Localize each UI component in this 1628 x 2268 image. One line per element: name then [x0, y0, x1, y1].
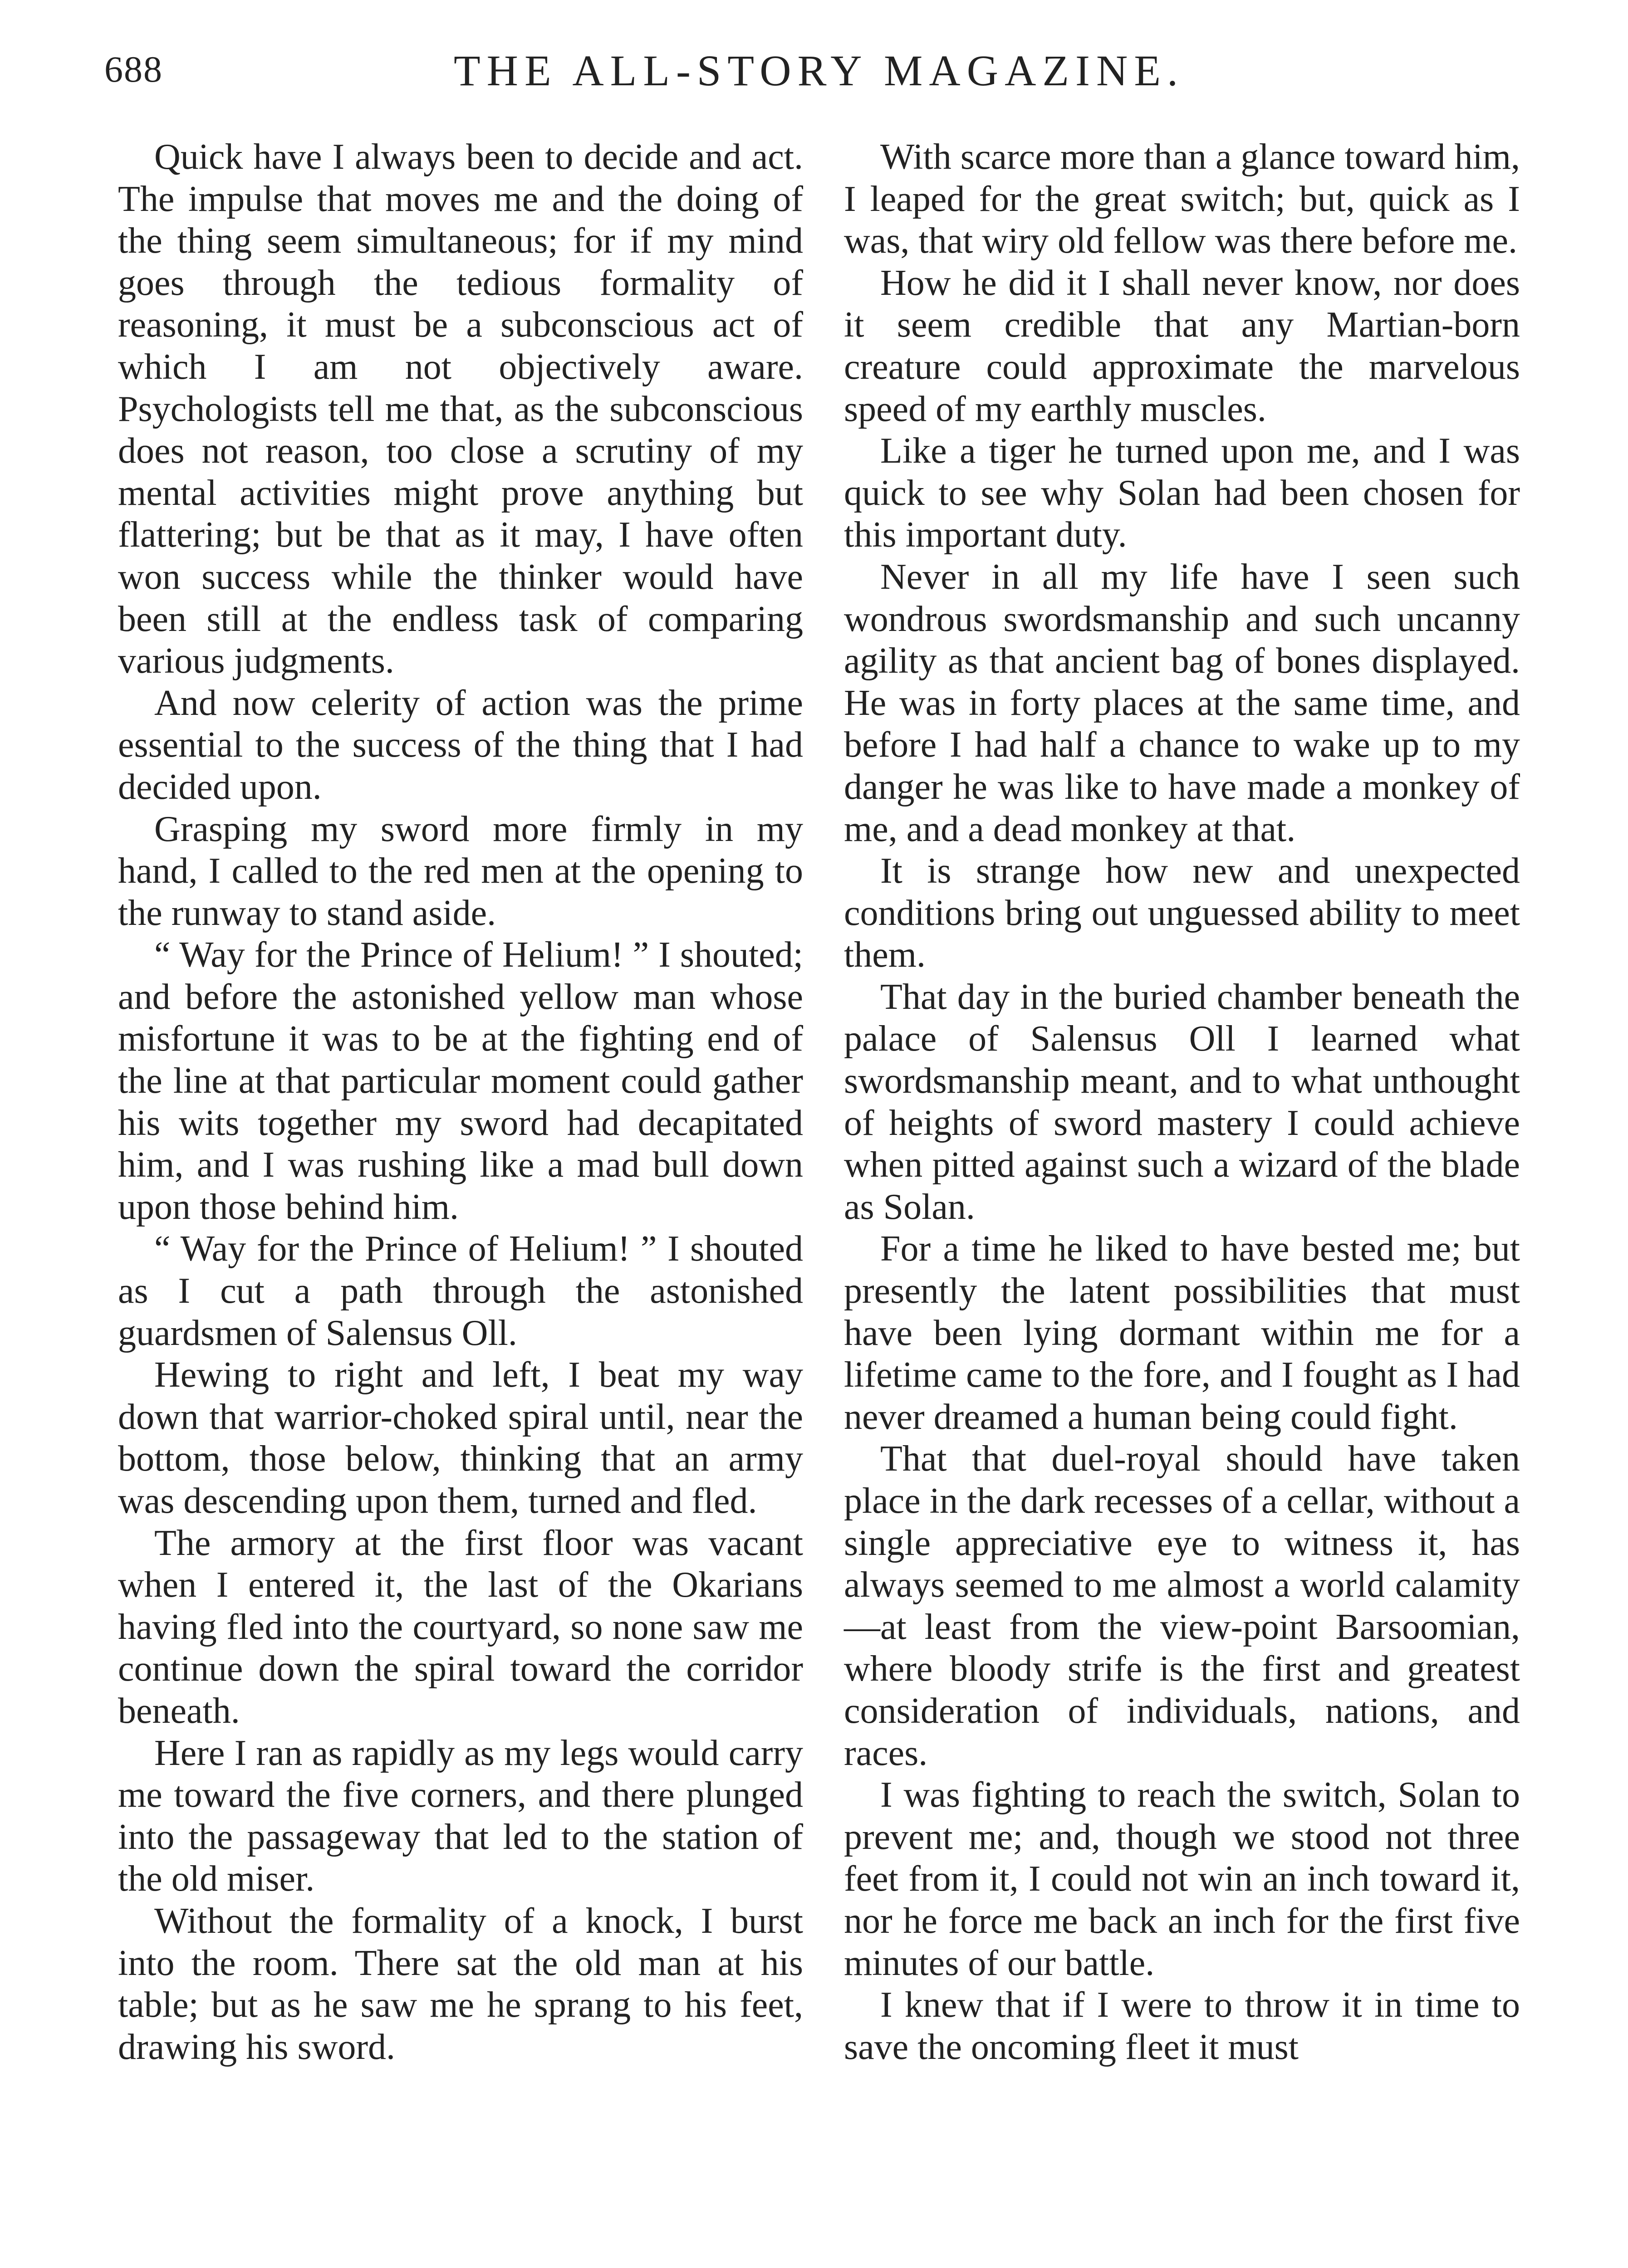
paragraph: Never in all my life have I seen such wondrous swordsmanship and such uncanny agility as that ancient bag of bones displayed. He was in forty places at the same time, and before I had half a chance to wake up to my danger he was like to have made a monkey of me, and a dead monkey at that.	[844, 557, 1520, 849]
paragraph: “ Way for the Prince of Helium! ” I shouted as I cut a path through the astonished guardsmen of Salensus Oll.	[118, 1229, 803, 1353]
paragraph: I knew that if I were to throw it in time to save the oncoming fleet it must	[844, 1985, 1520, 2067]
paragraph: Hewing to right and left, I beat my way down that warrior-choked spiral until, near the bottom, those below, thinking that an army was descending upon them, turned and fled.	[118, 1355, 803, 1521]
paragraph: I was fighting to reach the switch, Solan to prevent me; and, though we stood not three feet from it, I could not win an inch toward it, nor he force me back an inch for the first five minutes of our battle.	[844, 1775, 1520, 1983]
paragraph: That day in the buried chamber beneath the palace of Salensus Oll I learned what swordsmanship meant, and to what unthought of heights of sword mastery I could achieve when pitted against such a wizard of the blade as Solan.	[844, 977, 1520, 1227]
paragraph: Here I ran as rapidly as my legs would carry me toward the five corners, and there plunged into the passageway that led to the station of the old miser.	[118, 1733, 803, 1899]
paragraph: And now celerity of action was the prime essential to the success of the thing that I had decided upon.	[118, 683, 803, 807]
paragraph: Quick have I always been to decide and act. The impulse that moves me and the doing of the thing seem simultaneous; for if my mind goes through the tedious formality of reasoning, it must be a subconscious act of which I am not objectively aware. Psychologists tell me that, as the subconscious does not reason, too close a scrutiny of my mental activities might prove anything but flattering; but be that as it may, I have often won success while the thinker would have been still at the endless task of comparing various judgments.	[118, 137, 803, 681]
paragraph: With scarce more than a glance toward him, I leaped for the great switch; but, quick as I was, that wiry old fellow was there before me.	[844, 137, 1520, 261]
page-number: 688	[104, 49, 163, 90]
paragraph: Without the formality of a knock, I burst into the room. There sat the old man at his table; but as he saw me he sprang to his feet, drawing his sword.	[118, 1901, 803, 2067]
paragraph: For a time he liked to have bested me; but presently the latent possibilities that must have been lying dormant within me for a lifetime came to the fore, and I fought as I had never dreamed a human being could fight.	[844, 1229, 1520, 1437]
running-title: THE ALL-STORY MAGAZINE.	[454, 46, 1184, 95]
paragraph: Grasping my sword more firmly in my hand, I called to the red men at the opening to the runway to stand aside.	[118, 809, 803, 933]
paragraph: “ Way for the Prince of Helium! ” I shouted; and before the astonished yellow man whose misfortune it was to be at the fighting end of the line at that particular moment could gather his wits together my sword had decapitated him, and I was rushing like a mad bull down upon those behind him.	[118, 935, 803, 1227]
paragraph: How he did it I shall never know, nor does it seem credible that any Martian-born creature could approximate the marvelous speed of my earthly muscles.	[844, 263, 1520, 429]
right-column	[844, 136, 1520, 2068]
paragraph: The armory at the first floor was vacant when I entered it, the last of the Okarians having fled into the courtyard, so none saw me continue down the spiral toward the corridor beneath.	[118, 1523, 803, 1731]
left-column	[118, 136, 803, 2068]
paragraph: Like a tiger he turned upon me, and I was quick to see why Solan had been chosen for this important duty.	[844, 431, 1520, 555]
page-header	[104, 45, 1534, 104]
paragraph: That that duel-royal should have taken place in the dark recesses of a cellar, without a single appreciative eye to witness it, has always seemed to me almost a world calamity—at least from the view-point Barsoomian, where bloody strife is the first and greatest consideration of individuals, nations, and races.	[844, 1439, 1520, 1773]
paragraph: It is strange how new and unexpected conditions bring out unguessed ability to meet them.	[844, 851, 1520, 975]
